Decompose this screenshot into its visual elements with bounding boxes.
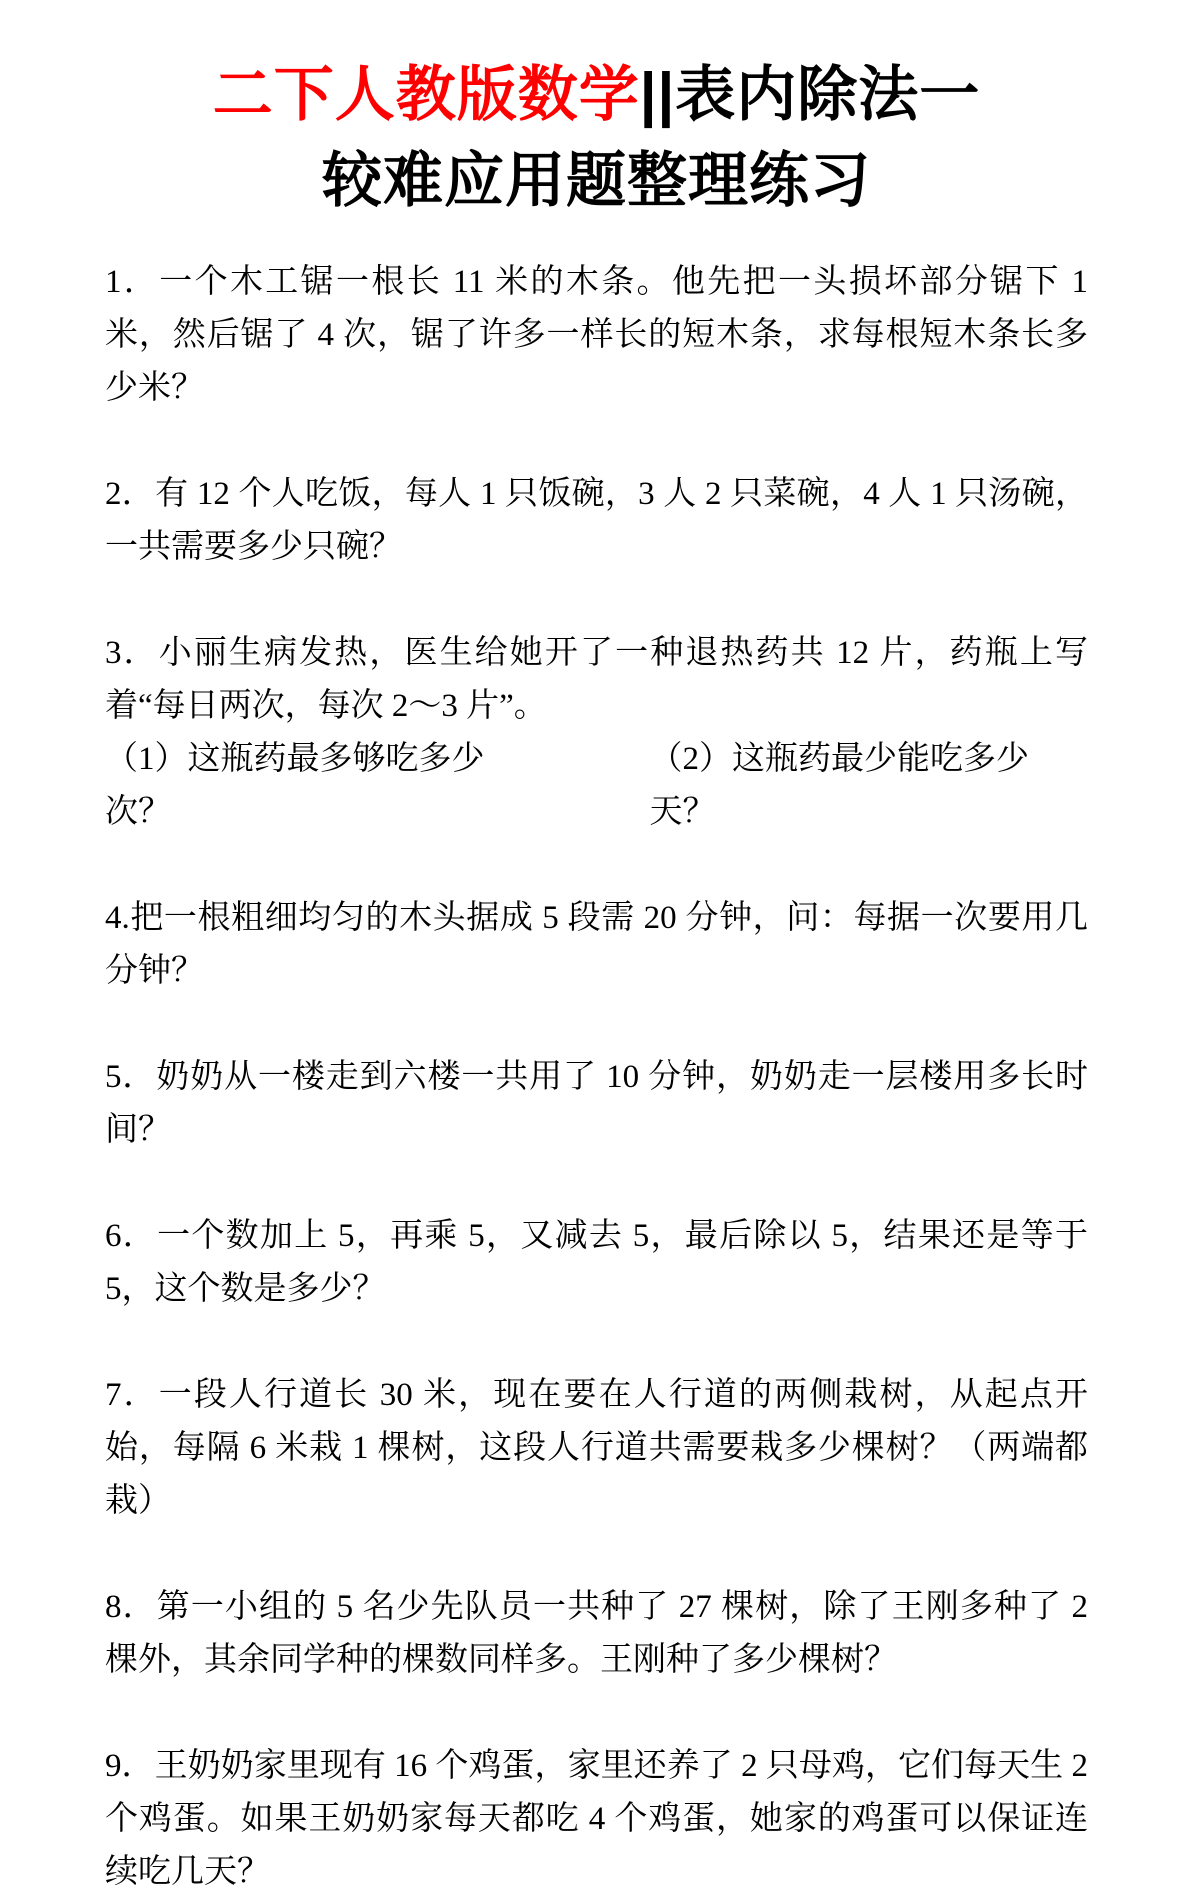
problem-3-sub1: （1）这瓶药最多够吃多少次？ — [105, 740, 485, 830]
problem-9: 9．王奶奶家里现有 16 个鸡蛋，家里还养了 2 只母鸡，它们每天生 2 个鸡蛋。如果王奶奶家每天都吃 4 个鸡蛋，她家的鸡蛋可以保证连续吃几天？ — [105, 1747, 1088, 1890]
problem-3: 3．小丽生病发热，医生给她开了一种退热药共 12 片，药瓶上写着“每日两次，每次 2～3 片”。 — [105, 634, 1088, 724]
problem-6: 6．一个数加上 5，再乘 5，又减去 5，最后除以 5，结果还是等于 5，这个数是多少？ — [105, 1217, 1089, 1307]
problem-3-sub2: （2）这瓶药最少能吃多少天？ — [649, 740, 1029, 830]
worksheet-subtitle: 较难应用题整理练习 — [322, 146, 871, 214]
title-unit-segment: ||表内除法一 — [639, 61, 981, 128]
problem-8: 8．第一小组的 5 名少先队员一共种了 27 棵树，除了王刚多种了 2 棵外，其余同学种的棵数同样多。王刚种了多少棵树？ — [105, 1588, 1088, 1678]
problem-4: 4.把一根粗细均匀的木头据成 5 段需 20 分钟，问：每据一次要用几分钟？ — [105, 899, 1089, 989]
problem-3-group — [105, 627, 1088, 839]
problem-1: 1．一个木工锯一根长 11 米的木条。他先把一头损坏部分锯下 1 米，然后锯了 4 次，锯了许多一样长的短木条，求每根短木条长多少米？ — [105, 263, 1088, 406]
worksheet-title — [105, 52, 1088, 138]
problem-list — [105, 256, 1088, 1899]
problem-5: 5．奶奶从一楼走到六楼一共用了 10 分钟，奶奶走一层楼用多长时间？ — [105, 1058, 1088, 1148]
problem-7: 7．一段人行道长 30 米，现在要在人行道的两侧栽树，从起点开始，每隔 6 米栽 1 棵树，这段人行道共需要栽多少棵树？（两端都栽） — [105, 1376, 1088, 1519]
problem-3-subquestions — [105, 733, 1088, 839]
problem-2: 2．有 12 个人吃饭，每人 1 只饭碗，3 人 2 只菜碗，4 人 1 只汤碗，一共需要多少只碗？ — [105, 475, 1088, 565]
title-book-segment: 二下人教版数学 — [212, 61, 640, 128]
